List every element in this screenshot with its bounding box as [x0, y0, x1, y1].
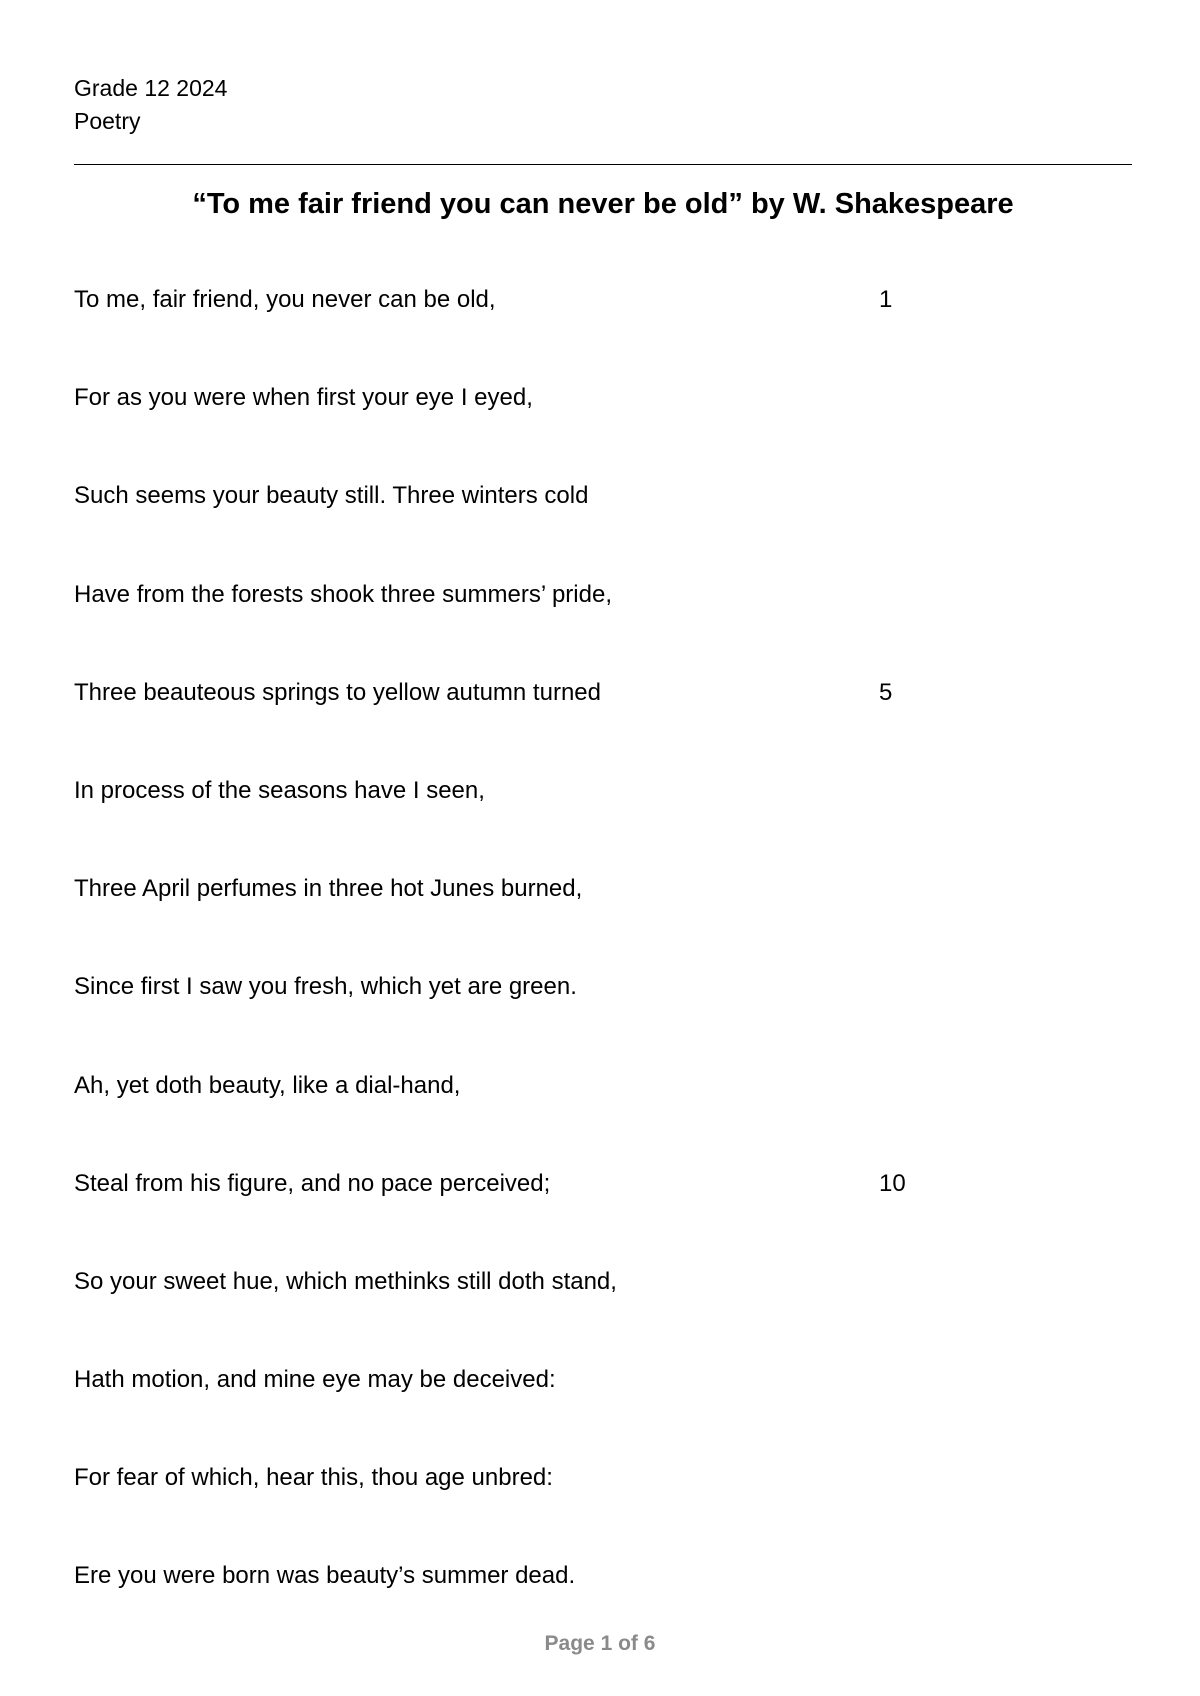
current-page-number: 1 [600, 1632, 613, 1655]
poem-line-text: To me, fair friend, you never can be old, [74, 286, 496, 313]
header-divider [74, 164, 1132, 165]
poem-line-text: For fear of which, hear this, thou age unbred: [74, 1464, 553, 1492]
line-number: 5 [879, 678, 893, 706]
poem-line-text: Ah, yet doth beauty, like a dial-hand, [74, 1071, 461, 1099]
poem-line-text: Three beauteous springs to yellow autumn turned [74, 678, 601, 706]
poem-line-text: Hath motion, and mine eye may be deceived: [74, 1366, 556, 1394]
poem-line [74, 677, 974, 775]
line-number: 1 [879, 286, 893, 313]
header-subject: Poetry [74, 108, 141, 134]
poem-line [74, 1266, 974, 1364]
page-of-label: of [618, 1632, 638, 1655]
poem-line [74, 1070, 974, 1168]
page-footer [0, 1630, 1200, 1658]
poem-line [74, 1462, 974, 1560]
poem-line [74, 873, 974, 971]
poem-body [74, 284, 974, 1659]
poem-line-text: Such seems your beauty still. Three winters cold [74, 482, 589, 510]
poem-line-text: Since first I saw you fresh, which yet are green. [74, 973, 577, 1001]
poem-line [74, 579, 974, 677]
header-grade-year: Grade 12 2024 [74, 75, 228, 101]
poem-line-text: Ere you were born was beauty’s summer dead. [74, 1562, 576, 1590]
page-number-label: Page [544, 1632, 595, 1655]
page-header [74, 72, 227, 138]
poem-line [74, 382, 974, 480]
poem-line [74, 1168, 974, 1266]
poem-line-text: Have from the forests shook three summers’ pride, [74, 580, 612, 608]
poem-line-text: Three April perfumes in three hot Junes burned, [74, 875, 583, 903]
poem-line [74, 480, 974, 578]
poem-line [74, 971, 974, 1069]
line-number: 10 [879, 1169, 906, 1197]
poem-line [74, 775, 974, 873]
poem-title: “To me fair friend you can never be old” by W. Shakespeare [192, 188, 1014, 220]
poem-line [74, 1364, 974, 1462]
poem-line [74, 284, 974, 382]
poem-line-text: For as you were when first your eye I eyed, [74, 384, 533, 412]
poem-line-text: So your sweet hue, which methinks still doth stand, [74, 1267, 617, 1295]
poem-line-text: Steal from his figure, and no pace perceived; [74, 1169, 551, 1197]
poem-line-text: In process of the seasons have I seen, [74, 776, 485, 804]
total-pages-number: 6 [643, 1632, 656, 1655]
